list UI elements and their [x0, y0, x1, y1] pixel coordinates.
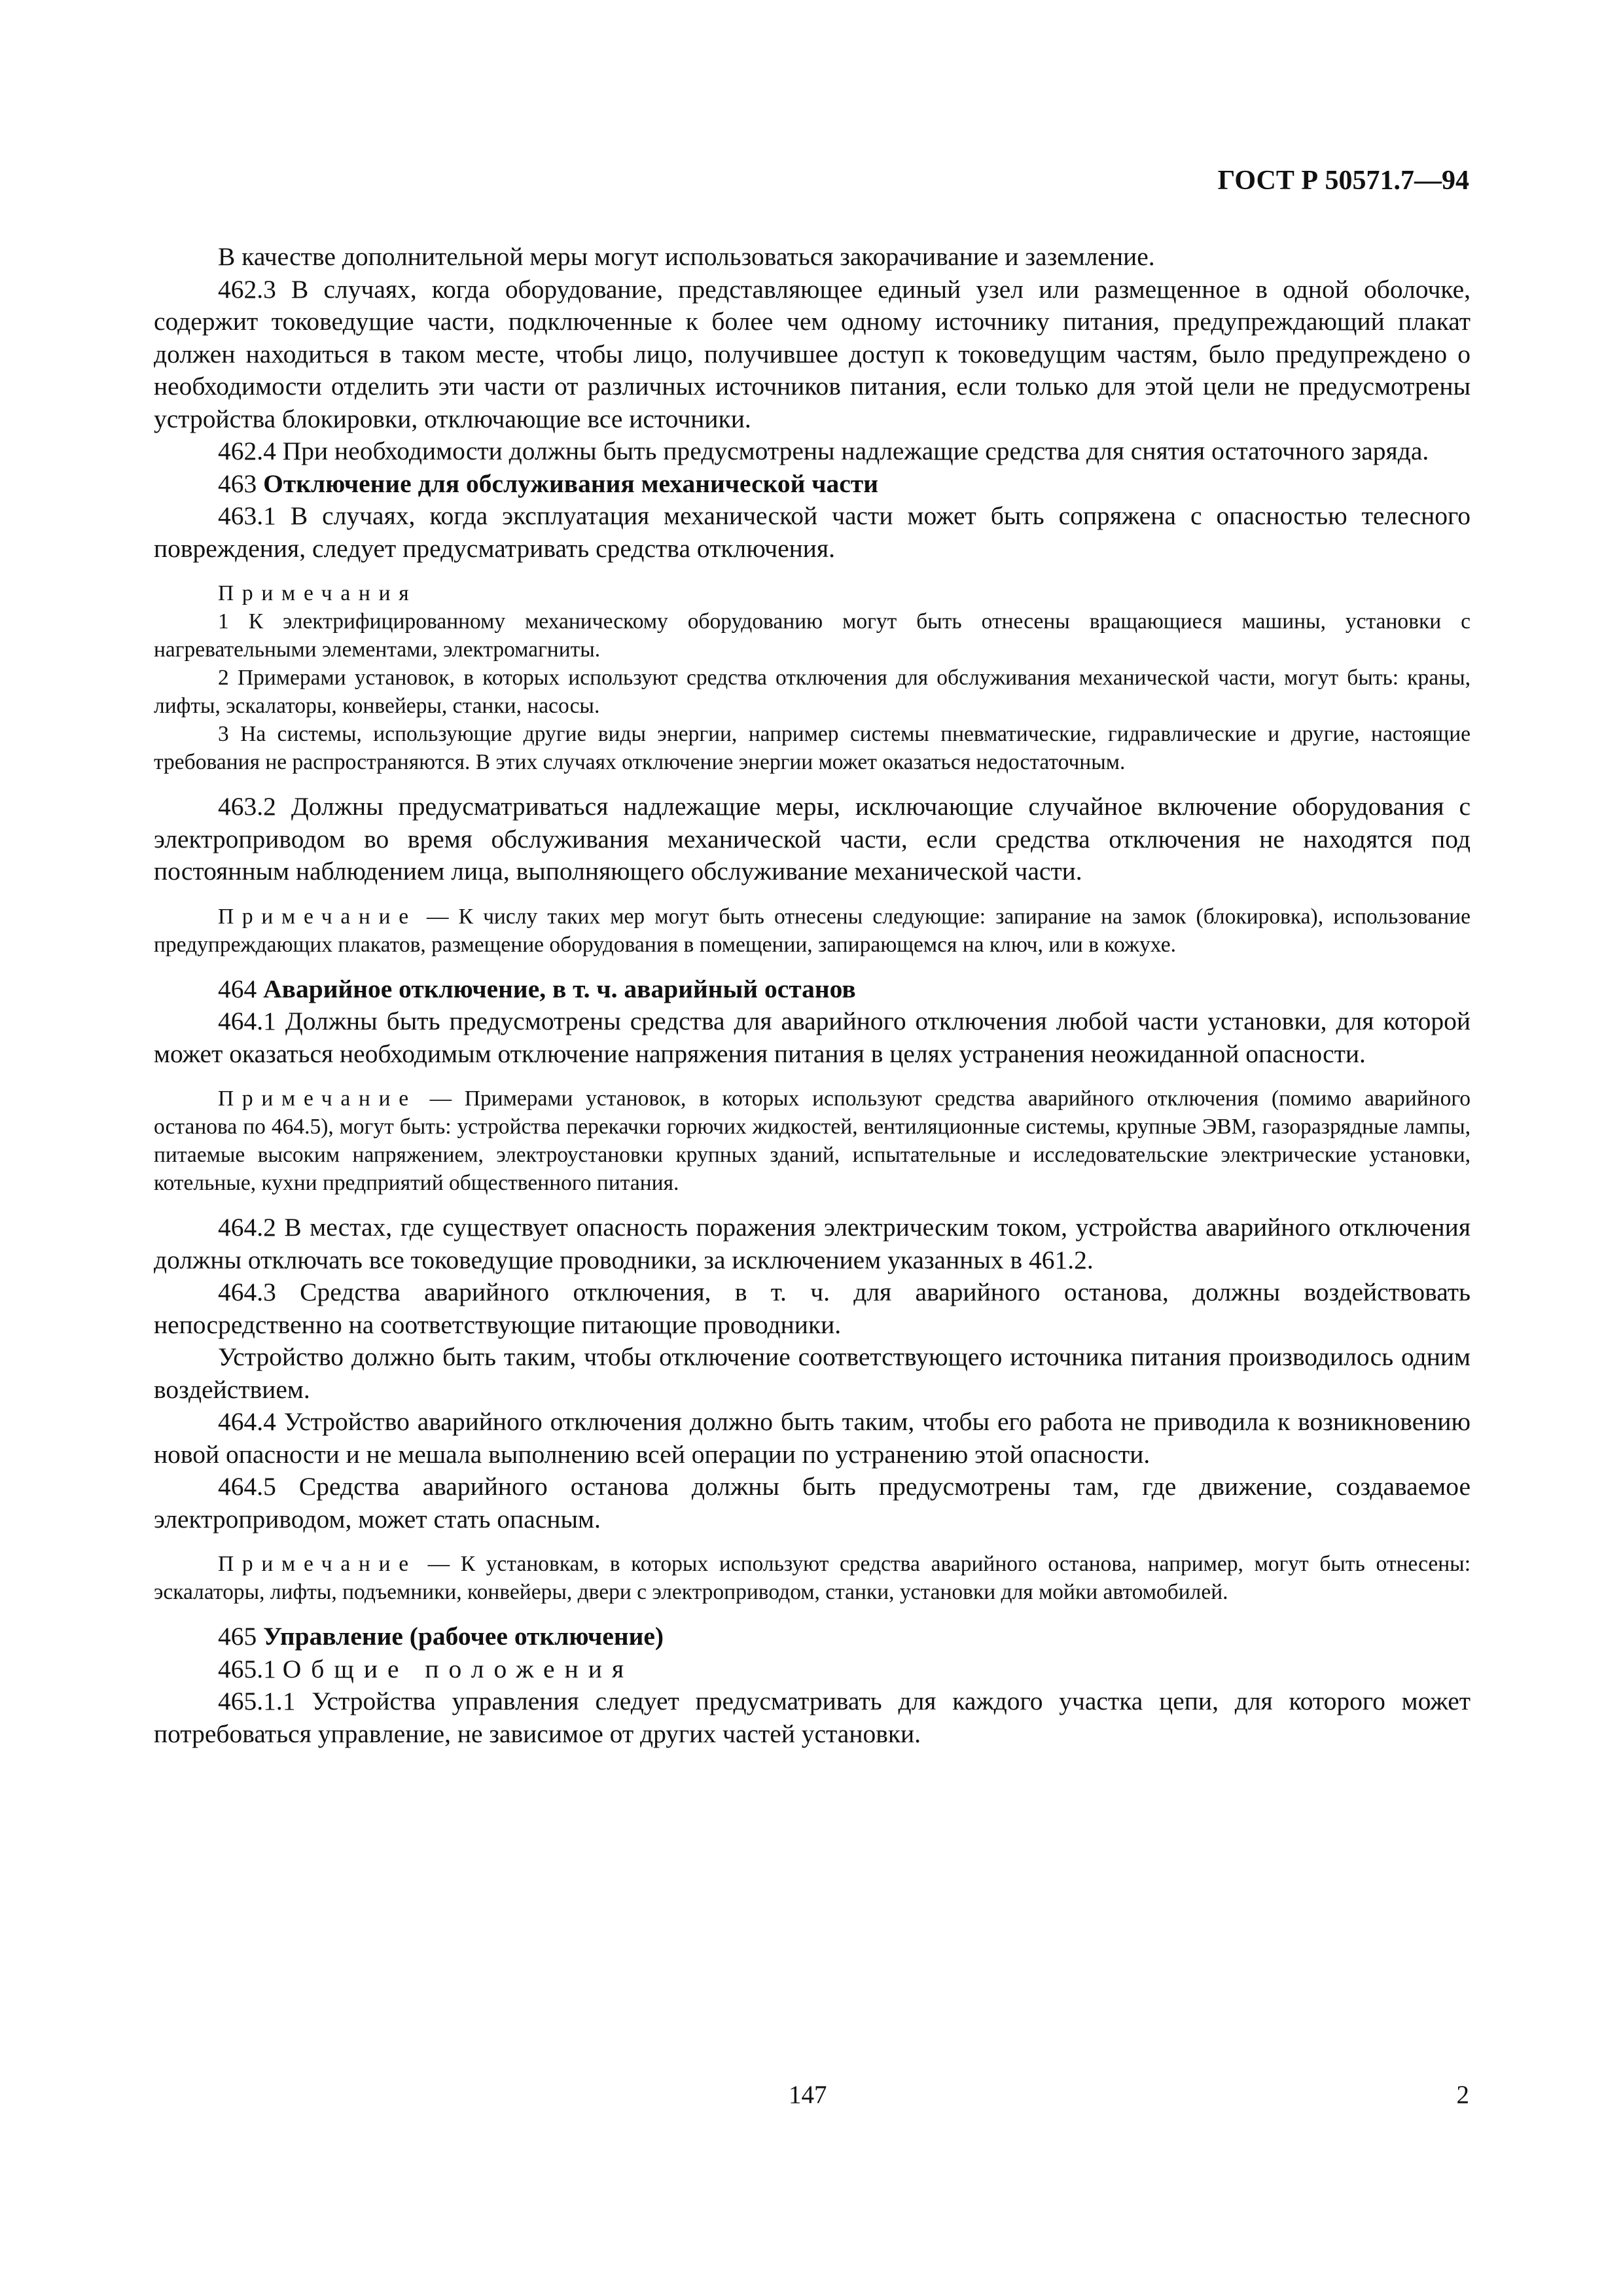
note-463-item-1: 1 К электрифицированному механическому оборудованию могут быть отнесены вращающиеся машины, установки с нагревательными элементами, электромагниты.: [154, 609, 1471, 662]
section-heading-463: [154, 468, 1471, 501]
sheet-number: 2: [1456, 2081, 1469, 2109]
paragraph-464-2: 464.2 В местах, где существует опасность поражения электрическим током, устройства аварийного отключения должны отключать все токоведущие проводники, за исключением указанных в 461.2.: [154, 1213, 1471, 1274]
section-number: 464: [218, 974, 257, 1003]
note-464-5: [154, 1550, 1471, 1606]
paragraph-464-5: 464.5 Средства аварийного останова должны быть предусмотрены там, где движение, создаваемое электроприводом, может стать опасным.: [154, 1472, 1471, 1534]
paragraph-465-1-1: 465.1.1 Устройства управления следует предусматривать для каждого участка цепи, для которого может потребоваться управление, не зависимое от других частей установки.: [154, 1687, 1471, 1748]
section-title: Аварийное отключение, в т. ч. аварийный останов: [263, 974, 856, 1003]
page-content: [154, 241, 1471, 1750]
note-text: — К установкам, в которых используют средства аварийного останова, например, могут быть отнесены: эскалаторы, лифты, подъемники, конвейеры, двери с электроприводом, станки, установки для мойки автомобилей.: [154, 1552, 1471, 1604]
section-title: Отключение для обслуживания механической части: [263, 469, 878, 498]
section-heading-465: [154, 1621, 1471, 1653]
paragraph-464-4: 464.4 Устройство аварийного отключения должно быть таким, чтобы его работа не приводила к возникновению новой опасности и не мешала выполнению всей операции по устранению этой опасности.: [154, 1407, 1471, 1469]
subsection-heading-465-1: [154, 1653, 1471, 1686]
document-id: ГОСТ Р 50571.7—94: [1217, 166, 1469, 196]
page-number: 147: [789, 2081, 827, 2109]
notes-463: [154, 579, 1471, 776]
section-number: 465: [218, 1622, 257, 1651]
subsection-number: 465.1: [218, 1654, 276, 1683]
paragraph-464-1: 464.1 Должны быть предусмотрены средства для аварийного отключения любой части установки, для которой может оказаться необходимым отключение напряжения питания в целях устранения неожиданной опасности.: [154, 1007, 1471, 1068]
subsection-title: Общие положения: [282, 1654, 634, 1683]
paragraph-464-3-continued: Устройство должно быть таким, чтобы отключение соответствующего источника питания производилось одним воздействием.: [154, 1342, 1471, 1404]
paragraph-462-4: 462.4 При необходимости должны быть предусмотрены надлежащие средства для снятия остаточного заряда.: [218, 437, 1429, 465]
note-464-1: [154, 1085, 1471, 1197]
section-title: Управление (рабочее отключение): [263, 1622, 664, 1651]
paragraph-463-1: 463.1 В случаях, когда эксплуатация механической части может быть сопряжена с опасностью телесного повреждения, следует предусматривать средства отключения.: [154, 501, 1471, 563]
section-number: 463: [218, 469, 257, 498]
paragraph-462-3: 462.3 В случаях, когда оборудование, представляющее единый узел или размещенное в одной оболочке, содержит токоведущие части, подключенные к более чем одному источнику питания, предупреждающий плакат должен находиться в таком месте, чтобы лицо, получившее доступ к токоведущим частям, было предупреждено о необходимости отделить эти части от различных источников питания, если только для этой цели не предусмотрены устройства блокировки, отключающие все источники.: [154, 274, 1471, 433]
note-463-item-2: 2 Примерами установок, в которых используют средства отключения для обслуживания механической части, могут быть: краны, лифты, эскалаторы, конвейеры, станки, насосы.: [154, 666, 1471, 718]
note-463-2: [154, 903, 1471, 959]
paragraph-463-2: 463.2 Должны предусматриваться надлежащие меры, исключающие случайное включение оборудования с электроприводом во время обслуживания механической части, если средства отключения не находятся под постоянным наблюдением лица, выполняющего обслуживание механической части.: [154, 792, 1471, 886]
note-text: — К числу таких мер могут быть отнесены следующие: запирание на замок (блокировка), использование предупреждающих плакатов, размещение оборудования в помещении, запирающемся на ключ, или в кожухе.: [154, 904, 1471, 957]
notes-title: Примечания: [218, 581, 418, 605]
note-label: Примечание: [218, 1552, 417, 1576]
note-label: Примечание: [218, 1086, 417, 1111]
note-label: Примечание: [218, 904, 417, 929]
paragraph-extra-measure: В качестве дополнительной меры могут использоваться закорачивание и заземление.: [218, 242, 1155, 271]
paragraph-464-3: 464.3 Средства аварийного отключения, в т. ч. для аварийного останова, должны воздействовать непосредственно на соответствующие питающие проводники.: [154, 1278, 1471, 1339]
note-text: — Примерами установок, в которых используют средства аварийного отключения (помимо аварийного останова по 464.5), могут быть: устройства перекачки горючих жидкостей, вентиляционные системы, крупные ЭВМ, газоразрядные лампы, питаемые высоким напряжением, электроустановки крупных зданий, испытательные и исследовательские электрические установки, котельные, кухни предприятий общественного питания.: [154, 1086, 1471, 1195]
section-heading-464: [154, 973, 1471, 1006]
note-463-item-3: 3 На системы, использующие другие виды энергии, например системы пневматические, гидравлические и другие, настоящие требования не распространяются. В этих случаях отключение энергии может оказаться недостаточным.: [154, 722, 1471, 774]
